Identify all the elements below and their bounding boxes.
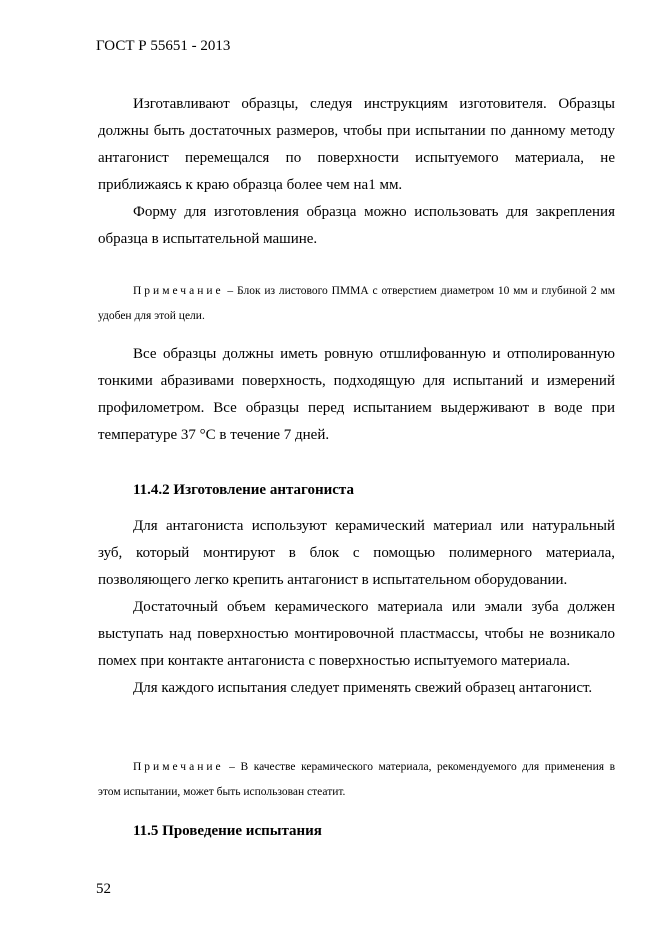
section-antagonist xyxy=(98,513,615,702)
section-sample-surface xyxy=(98,341,615,449)
section-sample-preparation xyxy=(98,91,615,253)
paragraph-antagonist-material: Для антагониста используют керамический материал или натуральный зуб, который монтируют в блок с помощью полимерного материала, позволяющего легко крепить антагонист в испытательном оборудовании. xyxy=(98,518,615,588)
heading-test-procedure xyxy=(98,821,615,841)
section-heading-11-4-2: 11.4.2 Изготовление антагониста xyxy=(133,482,354,498)
note-1-label: Примечание xyxy=(133,285,224,297)
note-1-body: – Блок из листового ПММА с отверстием диаметром 10 мм и глубиной 2 мм удобен для этой цели. xyxy=(98,285,615,322)
paragraph-sample-mold: Форму для изготовления образца можно использовать для закрепления образца в испытательной машине. xyxy=(98,204,615,247)
document-header: ГОСТ Р 55651 - 2013 xyxy=(96,38,231,54)
paragraph-antagonist-fresh: Для каждого испытания следует применять свежий образец антагонист. xyxy=(133,680,593,696)
note-1-text xyxy=(98,279,615,329)
paragraph-sample-making: Изготавливают образцы, следуя инструкциям изготовителя. Образцы должны быть достаточных размеров, чтобы при испытании по данному методу антагонист перемещался по поверхности испытуемого материала, не приближаясь к краю образца более чем на1 мм. xyxy=(98,96,615,193)
note-2-label: Примечание xyxy=(133,761,224,773)
note-1 xyxy=(98,279,615,329)
note-2-body: – В качестве керамического материала, рекомендуемого для применения в этом испытании, может быть использован стеатит. xyxy=(98,761,615,798)
heading-antagonist xyxy=(98,480,615,500)
paragraph-antagonist-volume: Достаточный объем керамического материала или эмали зуба должен выступать над поверхностью монтировочной пластмассы, чтобы не возникало помех при контакте антагониста с поверхностью испытуемого материала. xyxy=(98,599,615,669)
page-number: 52 xyxy=(96,881,111,897)
section-heading-11-5: 11.5 Проведение испытания xyxy=(133,823,322,839)
note-2-text xyxy=(98,755,615,805)
note-2 xyxy=(98,755,615,805)
paragraph-sample-surface: Все образцы должны иметь ровную отшлифованную и отполированную тонкими абразивами поверхность, подходящую для испытаний и измерений профилометром. Все образцы перед испытанием выдерживают в воде при температуре 37 °С в течение 7 дней. xyxy=(98,346,615,443)
